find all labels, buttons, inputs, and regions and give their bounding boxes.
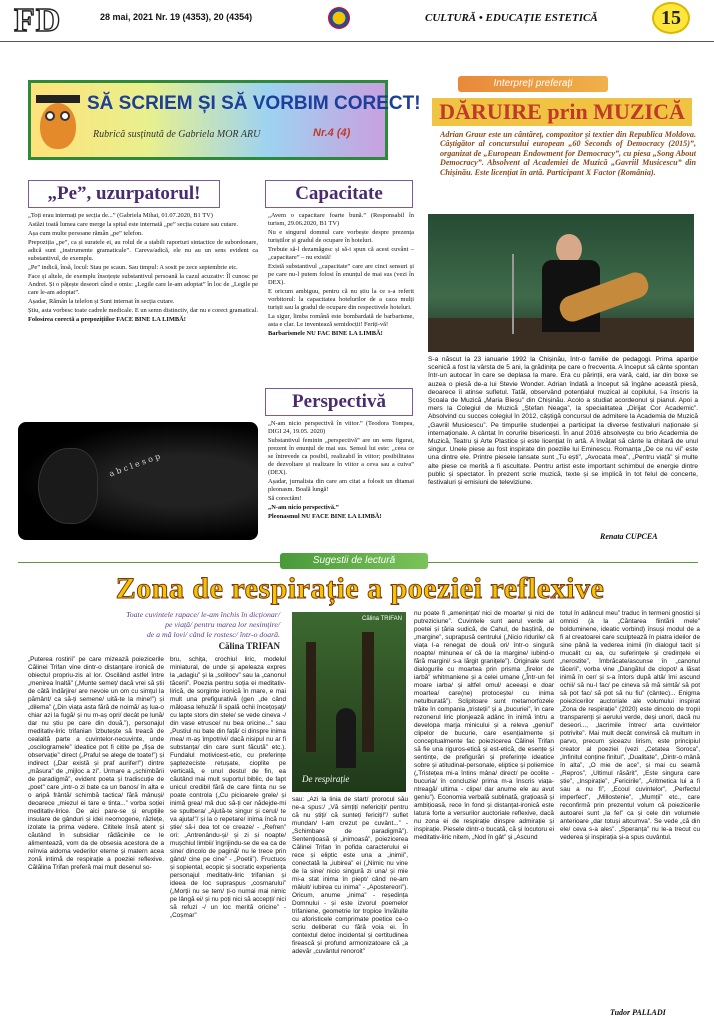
art1-para: Face și altele, de exemplu însoțește substantivul persoană la cazul acuzativ: Îl cunosc pe Andrei. Și o pățește deseori când e omis: „Legile care le-am adoptat” în loc de „Legile pe care le-am adoptat”. — [28, 273, 258, 296]
header-date-issue: 28 mai, 2021 Nr. 19 (4353), 20 (4354) — [100, 12, 253, 22]
art1-para: „Toți erau internați pe secția de...” (Gabriela Mihai, 01.07.2020, B1 TV) — [28, 212, 213, 219]
art2-para: Barbarismele NU FAC BINE LA LIMBĂ! — [268, 330, 383, 337]
art2-para: E oricum ambiguu, pentru că nu știu la ce s-a referit vorbitorul: la capacitatea hotelurilor de a caza mulți turiști sau la gradul de ocupare din respectivele hoteluri. — [268, 288, 414, 311]
interpreti-title: DĂRUIRE prin MUZICĂ — [432, 98, 692, 126]
header-emblem — [328, 7, 350, 29]
book-author: Călina TRIFAN — [362, 616, 402, 622]
art3-title: Perspectivă — [265, 388, 413, 416]
art3-para: „N-am nicio perspectivă în viitor.” (Teodora Tompea, DIGI 24, 19.05. 2020) — [268, 420, 414, 435]
lectura-author: Tudor PALLADI — [610, 1008, 666, 1017]
rubric-subtitle: Rubrică susținută de Gabriela MOR ARU — [93, 129, 261, 140]
header-section: CULTURĂ • EDUCAȚIE ESTETICĂ — [425, 12, 598, 24]
art3-para: Așadar, jurnalista din care am citat a folosit un ditamai pleonasm. Boală lungă! — [268, 478, 414, 493]
art1-para: Știu, asta vorbesc toate cadrele medicale. E un semn distinctiv, dar nu e corect gramatical. — [28, 307, 258, 314]
lectura-headline: Zona de respirație a poeziei reflexive — [115, 572, 605, 605]
art1-image: a b c l e s o p — [18, 422, 258, 540]
art2-para: Nu e singurul domnul care vorbește despre prezența turiștilor și gradul de ocupare în hoteluri. — [268, 229, 414, 244]
art1-para: Prepoziția „pe”, ca și suratele ei, au rolul de a stabili raporturi sintactice de subordonare, adică sunt „instrumente gramaticale”. Careva/adică, ele nu au un sens evident ca substantivul, de exemplu. — [28, 239, 258, 262]
interpreti-author: Renata CUPCEA — [600, 532, 658, 541]
art3-para: „N-am nicio perspectivă.” — [268, 504, 339, 511]
motto-line: de a mă lovi/ când le rostesc/ într-o doară. — [146, 630, 280, 639]
singer-photo — [428, 214, 694, 352]
motto-line: pe viață/ pentru marea lor nesimțire/ — [165, 620, 280, 629]
lectura-col1: „Puterea rostirii” pe care mizează poiezicerile Călinei Trifan vine dintr-o distanțare ironică de obiectul propriu-zis al lor. Oscilând astfel între „menirea înaltă” („Munte semeț/ dacă vrei să știi de cătă îndărjire/ are nevoie un om cu simțul la pământ/ ca să-ți semene/ uită-te la mine!”) și „dilema” („Din viața asta fără de noimă/ aș lua-o chiar azi la fugă/ și nu m-aș opri/ decât pe lună/ dar nu știu pe care din două.”), personajul meditativ-liric trifanian îzbutește să treacă de cealaltă parte a cuvintelor-necuvinte, unde „oscilogramele” ideatice pot fi citite pe „fișa de observație” direct („Praful se alege de toate!”) și indirect („Dar există și praf aurifer!”) dintre „măsura” de „mijloc a zi”. Urmare a „schimbării de paradigmă”, evident poeta și tradiscuție de „poet” care „intr-o zi bate ca un banos/ în alta e o aripă frântă/ schimbă tactica/ fără mânuși/ deoarece „miezul ei tare e tinta...” vorba soției meditativ-lirice. De aici pare-se și eruptiile insulare de gânduri și idei neomogene, răzlețe, izolate la prima vedere. Cititele însă atent și căutând în subsidiar rădăcinile ce le alimentează, vom da de obsesia acestora de a reînvia aidoma vederilor eterne și matern acea zonă intimă de respirație a poeziei reflexive. Călălina Trifan preferă mai mult desenul so- — [28, 656, 164, 871]
art2-para: „Avem o capacitare foarte bună.” (Responsabil în turism, 29.06.2020, B1 TV) — [268, 212, 414, 227]
lectura-col5: totul în adâncul meu” traduc în termeni gnostici și omnici (à la „Căntarea fiintării mele” bolduminene, ideatic vorbind) însuși modul de a fi al creatoarei care sculptează în piatra ideilor de sine până la vederea inimii (în dialogul tacit și mucalit cu ea, cu suferințele și credințele ei „nerostite”, îmbrăcate/ascunse în „canonul tăcerii”, vorba vine „Dangătul de clopot/ a lăsat inimă în cer/ și s-a întors după altă/ îmi ascund ochii/ să nu-l fac/ pe cineva să mă simtă/ să pot să pot fac/ să pot să nu fiu” (cântec)... Enigma poiezicerilor auctoriale ale volumului inspirat „Zona de respirație” (2020) este dincolo de tropii transparenți și aerului verde, deși unori, dacă nu deseori..., „lacrimile întrec/ arta cuvintelor potrivite”. Mai mult decât convinsă că multum in parvo, precum șiceazu lirism, este principiul creator al poeziei (vezi „Cetatea Soroca”, „Infinitul conține finitul”, „Dualitate”, „Dintr-o mână în alta”, „O mie de ace”, și mai cu seamă „Repros”, „Ultimul răsărit”, „Este singura care știe”, „Inspirație”, „Fericirile”, „Aritmetica lui a fi sau a nu fi”, „Ecoul cuvintelor”, „Perfectul imperfect”, „Millostenie”, „Mumții” etc., care reconfirmă prin prezentul volum că poiezicerile autoarei sunt „la fel” ca și cele din volumele anterioare „dar totuși altcumva”. Se vede „că din ele/ ceva s-a ales”. „Speranța” nu le-a trecut cu vederea și inspirația și-a spus cuvântul. — [560, 610, 700, 841]
interpreti-intro: Adrian Graur este un cântăreț, compozitor și textier din Republica Moldova. Câștigător al concursului european „60 Seconds of Democracy (2015)”, organizat de „European Endowment for Democracy”, cu piesa „Song About Democracy”. Absolvent al Academiei de Muzică „Gavriil Musicescu” din Chișinău. Este licențiat în artă. Participant X Factor (România). — [440, 130, 696, 177]
motto-author: Călina TRIFAN — [218, 641, 280, 651]
art3-para: Pleonasmul NU FACE BINE LA LIMBĂ! — [268, 513, 382, 520]
art3-para: Substantivul feminin „perspectivă” are un sens figurat, prezent în enunțul de mai sus. Sensul lui este: „ceea ce se întrevede ca posibil, realizabil în viitor; posibilitatea de dezvoltare și realizare în viitor a ceva sau a cuiva” (DEX). — [268, 437, 414, 476]
art1-para: Folosirea corectă a prepozițiilor FACE BINE LA LIMBĂ! — [28, 316, 186, 323]
rubric-title: SĂ SCRIEM ȘI SĂ VORBIM CORECT! — [87, 93, 421, 114]
book-title: De respirație — [302, 774, 350, 784]
art3-para: Să corectăm! — [268, 495, 302, 502]
book-cover — [292, 612, 406, 792]
art3-body — [268, 420, 414, 542]
art1-body — [28, 212, 258, 418]
art1-para: Așadar, Rămân la telefon și Sunt internat în secția cutare. — [28, 298, 175, 305]
page-number-badge — [652, 2, 690, 34]
art1-title: „Pe”, uzurpatorul! — [28, 180, 220, 208]
art2-title: Capacitate — [265, 180, 413, 208]
lectura-col2: bru, schița, crochiul liric, modelul miniatural, de unde și apeleaza expres la „adagiu” și la „solilocv” sau la „canonul tăcerii”. Poezia pentru soția ei meditativ-lirică, de sorginte ironică în mare, e mai mult una prefigurativă (gen „de când măloasa lehuză/ îi spală ochii încețoșați/ cu lapte stors din stele/ se vede cineva -/ din vase etruscе/ nu bea oricine...” sau „Pustiul nu bate din față/ ci dinspre inima mea/ m-aș împotrivi/ dacă nisipul nu ar fi substanța/ din care sunt făcută” etc.). Fundalul motivicest-etic, cu preferințe șaptezeciste retușate, cioplite pe verticală, e unul destul de fin, ea căutând mai mult suportul biblic, de fapt unicul credibil fără de care fiinta nu se poate controla („Cu picioarele grele/ și inimă grea/ mă duc să-ți cer nădejde-mi se spulbera/ „Ajută-te singur și cerul/ te va ajuta!”/ și la o repetare/ inima încă nu știe/ să-i dea tot ce creaze/ - „Refren” ori: „Antrenându-și/ și zi și noapte/ mușchiul limbii/ îngrijindu-se de ea ca de sine/ dincolo de pagină/ nu le trece prin gând/ cine pe cine” - „Poetii”). Fructuos și sopiental, ecopic și socratic experiența personajul meditativ-liric trifanian și ideea de loc supraspus „cosmarului” („Morții nu se tem/ ți-o numai mai nimic pe lângă ei/ și nu poți nici să accepți/ nici să refuzi -/ un loc merită oricine” - „Coșmar” — [170, 656, 286, 919]
art2-para: La sigur, limba română este bombardată de barbarisme, asta e clar. Le inventează semidocții! Feriți-vă! — [268, 313, 414, 328]
art2-body — [268, 212, 414, 378]
lectura-col4: nu poate fi „amenințat/ nici de moarte/ și nici de putreziciune”. Cuvintele sunt aerul verde al poetei și țăria sudică, de Cahul, de baștină, de „margine”, suprapusă centrului („Nicio ridurile/ că viața l-a renegat de două ori/ într-o singură noapte/ minunea e/ că de la margine/ iubind-o fără margini/ s-a lărgit granițele”). Originale sunt dialogurile cu moartea prin prisma „firelor de iarbă” whitmaniene și a celei umane („Într-un fel moare iarba/ și altfel omul/ aceeași e doar moartea/ care(ne) protocește/ cu inima netulburată”). Sclipitoare sunt metamorfozele trăite în compania „tristeții” și a „bucuriei”, în care rezonerul liric plonjează adânc în inimă întru a developa marja minicului și a releva „geniul” clipelor de bucurie, care esențialmente și conceptualmente fac poiezicerea Călinei Trifan să fie una riguros-etică și est-etică, de esențe și sentințe, de prefigurări și preferințe ideatice sobre și atitudinal-personale, eliptice și poliemice („Tristețea mi-a întins mâna/ direct/ pe ocolite - bucuria/ în concluzie/ prima m-a înscris viața-ntreagă/ ultima - clipe/ dar anume ele au avut geniu”). Economia verbală sublinată, grațioasă și ambițioasă, rece în fond și distanțat-ironică este latura forte a versurilor auctoriale reflexive, dacă nu zona ei de respirație dinspre admirație și inspirație. Piesele dintr-o bucată, că și locutoru ei meditativ-liric nitem, „Nod în gât” și „Ascund — [414, 610, 554, 841]
motto-line: Toate cuvintele rapace/ le-am închis în dicționar/ — [126, 610, 280, 619]
lectura-motto — [28, 610, 280, 651]
art1-para: Astăzi toată lumea care merge la spital este internată „pe” secția cutare sau cutare. — [28, 221, 238, 228]
rubric-issue: Nr.4 (4) — [313, 127, 351, 139]
interpreti-body: S-a născut la 23 ianuarie 1992 la Chișinău, într-o familie de pedagogi. Prima apariție scenică a fost la vârsta de 5 ani, la grădinița pe care o frecventa. A început să cânte spontan într-un autocar în care se deplasa la mare. Era cu părinții, era vară, cald, iar din boxe se auzea o piesă de-a lui Stevie Wonder. Adrian îndată a început să îngâne această piesă, deoarece îi atinse sufletul. Tatăl, observând potențialul muzical al copilului, l-a înscris la Școala de Muzică „Maria Bieșu” din Chișinău. Acolo a studiat acordeonul și pianul. Apoi a mers la Colegiul de Muzică „Ștefan Neaga”, la specialitatea „Dirijat Cor Academic”. Absolvind cu succes colegiul în 2012, câștigă concursul de admitere la Academia de Muzică „Gavriil Musicescu”. Pe timpurile studenției a participat la diverse festivaluri naționale și internaționale. A cântat în corurile bisericești. În anul 2016 absolvește cu brio Academia de Muzică, Teatru și Arte Plastice și este licențiat în artă. A învățat să cânte la chitară de unul singur. Unele piese au fost inspirate din poeziile lui Eminescu. Romanța „De ce nu vii” este una dintre ele. Printre piesele lansate sunt „Tu ești”, „Avocata mea”, „Pentru viață” și multe alte piese ce merită a fi ascultate. Pentru artist este important schimbul de energie dintre public și spectator. În prezent scrie muzică, texte și se implică în tot felul de concerte, festivaluri și emisiuni de televiziune. — [428, 356, 698, 487]
interpreti-band: Interpreți preferați — [458, 76, 608, 92]
art2-para: Există substantivul „capacitate” care are cinci sensuri și pe care nu-l putem folosi în enunțul de mai sus (vezi în DEX). — [268, 263, 414, 286]
page-number: 15 — [661, 7, 681, 29]
art2-para: Trebuie să-l dezamăgesc și să-i spun că acest cuvânt – „capacitare” – nu există! — [268, 246, 414, 261]
lectura-col3: sau: „Azi la linia de start/ prorocul său ne-a spus:/ „Vă simțiți nefericiți/ pentru că nu știți/ că sunteți fericiți!”/ suflet mundan/ l-am crezut pe cuvânt...” - „Schimbare de paradigmă”). Sentențioasă și „inimoasă”, poiezicerea Călinei Trifan în pofida caracterului ei rece și eliptic este una a „inimii”, conectată la „iubirea” ei („Nimic nu vine de la sine/ nicio singură zi una/ și mie mi-a stat inima în piept/ când ne-am mâiuit/ iubirea cu inima” - „Apostereori”). Oricum, anume „inima” - reședința Domnului - și este izvorul poemelor trifaniene, geometrie lor tropice învăluite cu aforisticele comprimate poetice ce-o scriu deliberat cu fără voia ei. În contextul deloc incidental și certitudinea firească și profund armonizatoare că „a adevăr „cuvântul renoroit” — [292, 796, 408, 955]
art1-para: Așa cum multe persoane rămân „pe” telefon. — [28, 230, 143, 237]
owl-icon — [36, 93, 80, 153]
art1-para: „Pe” indică, însă, locul: Stau pe scaun. Sau timpul: A sosit pe zece septembrie etc. — [28, 264, 238, 271]
header-logo: FD — [14, 2, 62, 39]
lectura-band: Sugestii de lectură — [280, 553, 428, 569]
rubric-banner — [28, 80, 421, 160]
page-header — [0, 0, 714, 42]
